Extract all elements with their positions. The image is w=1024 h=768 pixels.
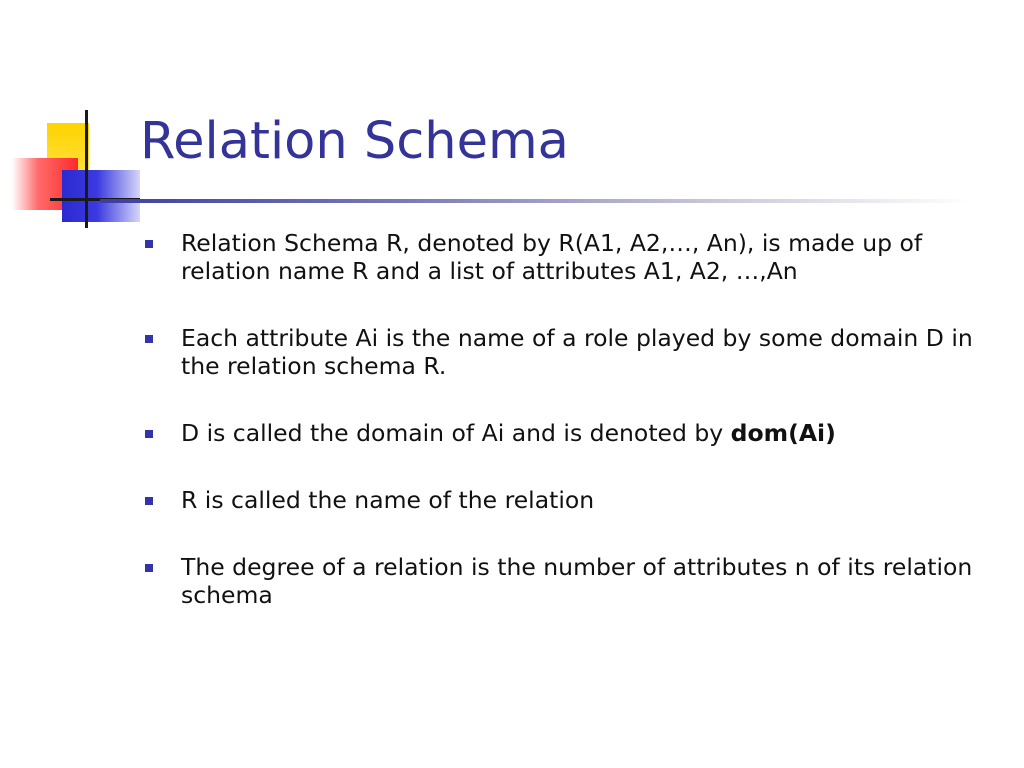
bullet-bold-text: dom(Ai) (730, 419, 836, 447)
bullet-list (145, 229, 995, 648)
corner-emblem (0, 100, 140, 230)
bullet-item-2 (145, 324, 995, 380)
bullet-item-4 (145, 486, 995, 514)
vertical-line (85, 110, 88, 228)
bullet-item-3 (145, 419, 995, 447)
bullet-text: D is called the domain of Ai and is denoted by (181, 419, 731, 447)
blue-square (62, 170, 140, 222)
bullet-marker (145, 430, 153, 438)
bullet-text: Each attribute Ai is the name of a role played by some domain D in the relation schema R. (181, 324, 973, 380)
bullet-text: Relation Schema R, denoted by R(A1, A2,…, An), is made up of relation name R and a list of attributes A1, A2, …,An (181, 229, 923, 285)
title-divider (100, 199, 970, 203)
bullet-text: The degree of a relation is the number of attributes n of its relation schema (181, 553, 973, 609)
bullet-item-1 (145, 229, 995, 285)
bullet-marker (145, 240, 153, 248)
bullet-marker (145, 497, 153, 505)
slide-title: Relation Schema (140, 112, 569, 171)
bullet-marker (145, 564, 153, 572)
bullet-item-5 (145, 553, 995, 609)
bullet-text: R is called the name of the relation (181, 486, 595, 514)
bullet-marker (145, 335, 153, 343)
